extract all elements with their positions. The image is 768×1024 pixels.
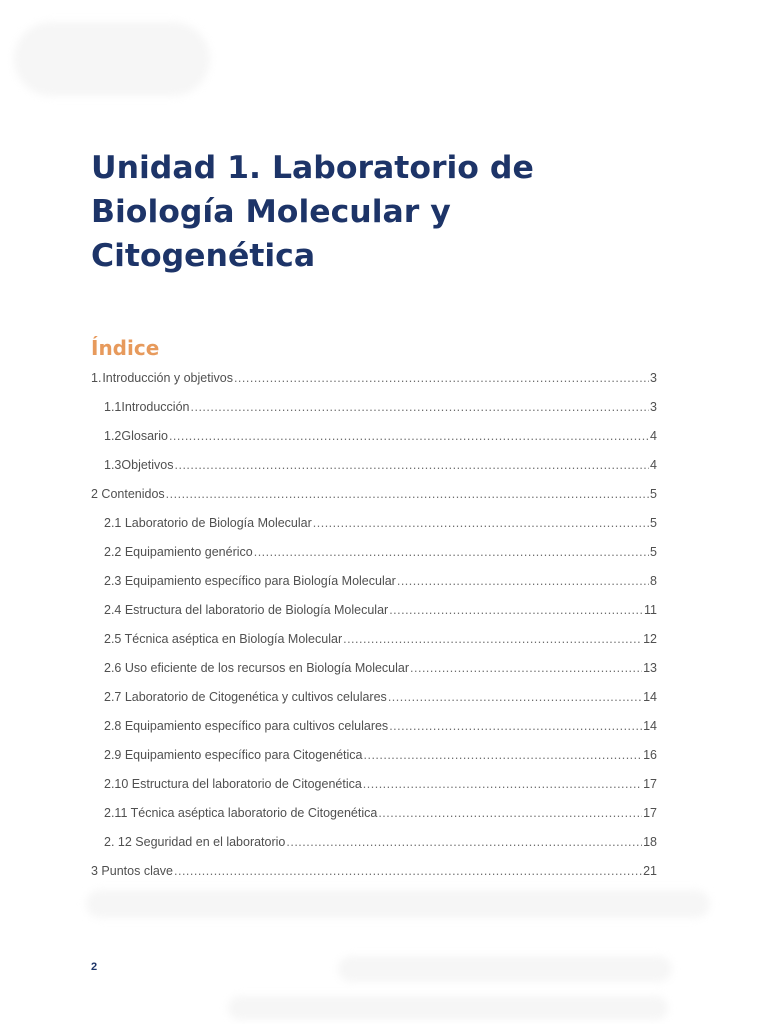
toc-entry-label: 2.3 Equipamiento específico para Biología Molecular <box>104 574 396 588</box>
toc-entry[interactable] <box>104 744 657 766</box>
toc-entry-page: 14 <box>643 719 657 733</box>
toc-entry[interactable] <box>104 657 657 679</box>
toc-entry-label: 2.6 Uso eficiente de los recursos en Biología Molecular <box>104 661 410 675</box>
toc-leader-dots <box>286 831 642 853</box>
toc-leader-dots <box>175 454 650 476</box>
toc-entry-page: 18 <box>643 835 657 849</box>
toc-entry[interactable] <box>91 860 657 882</box>
page-title-line: Unidad 1. Laboratorio de <box>91 150 534 186</box>
toc-entry-number: 1. <box>91 371 102 385</box>
page-number: 2 <box>91 961 98 973</box>
toc-leader-dots <box>378 802 642 824</box>
toc-entry-page: 4 <box>650 458 657 472</box>
page-title <box>91 146 611 278</box>
toc-entry-page: 3 <box>650 371 657 385</box>
toc-leader-dots <box>313 512 649 534</box>
toc-entry-page: 11 <box>644 603 657 617</box>
page-title-line: Biología Molecular y <box>91 194 451 230</box>
toc-leader-dots <box>389 599 643 621</box>
toc-entry[interactable] <box>104 425 657 447</box>
toc-entry[interactable] <box>104 512 657 534</box>
toc-entry-label: 2 Contenidos <box>91 487 165 501</box>
erased-header-smudge <box>14 22 210 96</box>
toc-leader-dots <box>166 483 649 505</box>
toc-entry-page: 3 <box>650 400 657 414</box>
toc-entry[interactable] <box>104 454 657 476</box>
toc-entry-label: Introducción y objetivos <box>102 371 233 385</box>
toc-entry-page: 17 <box>643 777 657 791</box>
toc-entry-page: 5 <box>650 516 657 530</box>
toc-entry-label: 2.5 Técnica aséptica en Biología Molecular <box>104 632 343 646</box>
toc-entry-page: 8 <box>650 574 657 588</box>
toc-entry-page: 4 <box>650 429 657 443</box>
toc-leader-dots <box>343 628 642 650</box>
toc-leader-dots <box>174 860 642 882</box>
toc-entry-page: 14 <box>643 690 657 704</box>
toc-entry-label: 2.4 Estructura del laboratorio de Biología Molecular <box>104 603 389 617</box>
toc-entry-page: 13 <box>643 661 657 675</box>
toc-entry[interactable] <box>91 367 657 389</box>
toc-entry-number: 1.3 <box>104 458 122 472</box>
toc-entry-label: 2.1 Laboratorio de Biología Molecular <box>104 516 312 530</box>
index-heading: Índice <box>91 336 160 360</box>
toc-entry-number: 1.1 <box>104 400 122 414</box>
toc-entry[interactable] <box>104 599 657 621</box>
toc-entry[interactable] <box>104 686 657 708</box>
toc-entry-page: 5 <box>650 487 657 501</box>
toc-entry-label: Objetivos <box>121 458 174 472</box>
toc-leader-dots <box>191 396 650 418</box>
toc-leader-dots <box>397 570 649 592</box>
toc-entry[interactable] <box>104 396 657 418</box>
toc-leader-dots <box>389 715 642 737</box>
toc-leader-dots <box>254 541 649 563</box>
toc-entry-label: 2.2 Equipamiento genérico <box>104 545 253 559</box>
erased-footer-smudge <box>86 890 710 918</box>
toc-entry[interactable] <box>104 831 657 853</box>
erased-footer-smudge <box>338 956 672 982</box>
toc-entry[interactable] <box>104 541 657 563</box>
toc-entry[interactable] <box>104 715 657 737</box>
toc-entry[interactable] <box>104 570 657 592</box>
toc-entry-page: 21 <box>643 864 657 878</box>
toc-entry[interactable] <box>91 483 657 505</box>
toc-entry-label: 2.11 Técnica aséptica laboratorio de Citogenética <box>104 806 378 820</box>
toc-entry[interactable] <box>104 802 657 824</box>
toc-entry-page: 5 <box>650 545 657 559</box>
toc-leader-dots <box>410 657 642 679</box>
toc-leader-dots <box>363 773 642 795</box>
toc-entry-page: 17 <box>643 806 657 820</box>
erased-footer-smudge <box>228 996 668 1020</box>
toc-entry-page: 16 <box>643 748 657 762</box>
toc-leader-dots <box>364 744 643 766</box>
toc-entry-label: 2.8 Equipamiento específico para cultivos celulares <box>104 719 389 733</box>
toc-entry-label: 2.9 Equipamiento específico para Citogenética <box>104 748 363 762</box>
toc-entry-number: 1.2 <box>104 429 122 443</box>
toc-entry-label: Glosario <box>121 429 168 443</box>
toc-entry-label: 3 Puntos clave <box>91 864 173 878</box>
toc-leader-dots <box>388 686 642 708</box>
toc-entry-label: 2. 12 Seguridad en el laboratorio <box>104 835 286 849</box>
toc-entry-label: 2.10 Estructura del laboratorio de Citogenética <box>104 777 362 791</box>
toc-leader-dots <box>234 367 649 389</box>
toc-leader-dots <box>169 425 649 447</box>
toc-entry[interactable] <box>104 773 657 795</box>
toc-entry-label: Introducción <box>121 400 190 414</box>
page-title-line: Citogenética <box>91 238 316 274</box>
toc-entry-page: 12 <box>643 632 657 646</box>
toc-entry-label: 2.7 Laboratorio de Citogenética y cultivos celulares <box>104 690 387 704</box>
toc-entry[interactable] <box>104 628 657 650</box>
